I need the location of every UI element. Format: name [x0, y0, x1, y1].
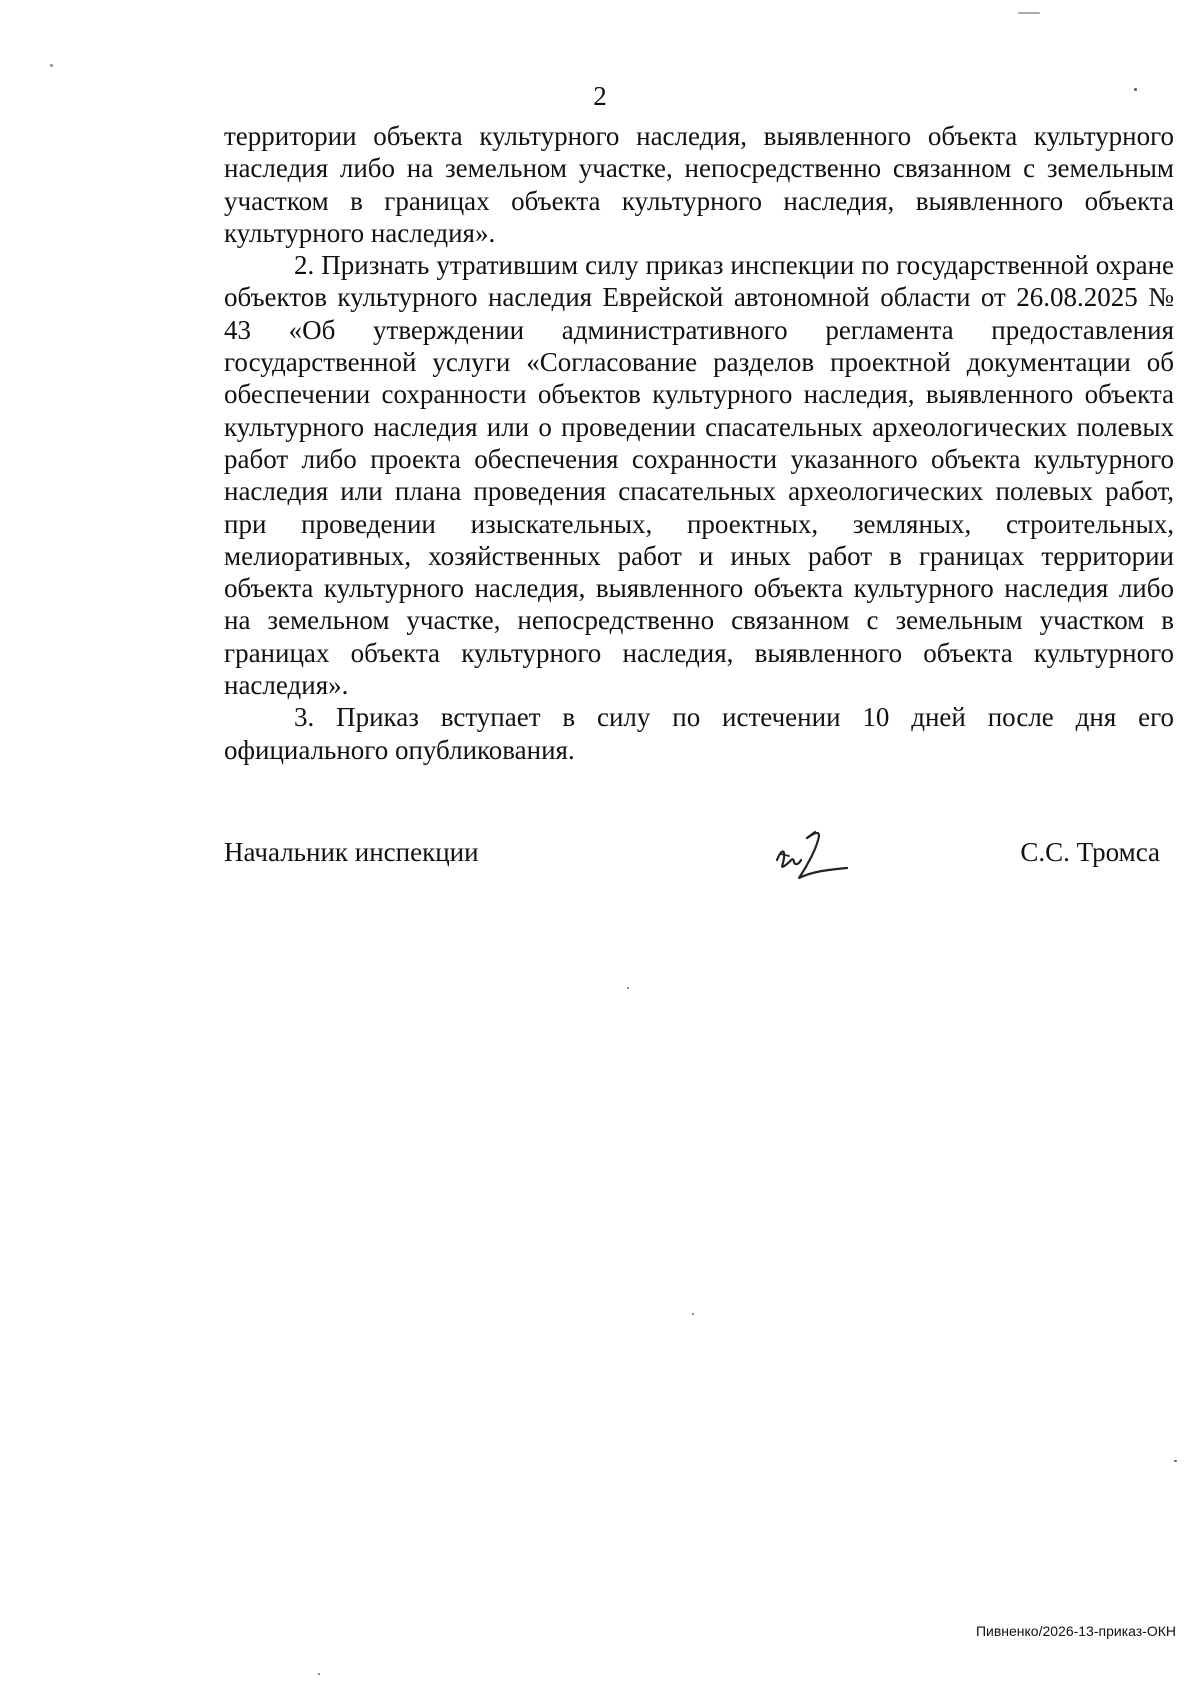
scan-speck	[692, 1313, 694, 1315]
paragraph-continuation: территории объекта культурного наследия, выявленного объекта культурного наследия либо на земельном участке, непосредственно связанном с земельным участком в границах объекта культурного наследия, выявленного объекта культурного наследия».	[224, 121, 1174, 248]
scan-speck	[1174, 1460, 1177, 1462]
signature-block	[224, 836, 1160, 896]
signatory-name: С.С. Тромса	[1020, 837, 1160, 867]
scan-speck	[318, 1673, 320, 1675]
paragraph-item-3: 3. Приказ вступает в силу по истечении 10 дней после дня его официального опубликования.	[224, 702, 1174, 765]
page-number: 2	[593, 81, 607, 111]
footer-reference: Пивненко/2026-13-приказ-ОКН	[975, 1623, 1176, 1639]
document-body	[224, 120, 1174, 766]
scan-speck	[627, 987, 629, 989]
signatory-position: Начальник инспекции	[224, 837, 479, 867]
scan-speck	[1018, 12, 1040, 14]
handwritten-signature	[767, 820, 857, 890]
scan-speck	[1134, 88, 1137, 91]
scan-speck	[50, 64, 53, 67]
paragraph-item-2: 2. Признать утратившим силу приказ инспекции по государственной охране объектов культурного наследия Еврейской автономной области от 26.08.2025 № 43 «Об утверждении административного регламента предоставления государственной услуги «Согласование разделов проектной документации об обеспечении сохранности объектов культурного наследия, выявленного объекта культурного наследия или о проведении спасательных археологических полевых работ либо проекта обеспечения сохранности указанного объекта культурного наследия или плана проведения спасательных археологических полевых работ, при проведении изыскательных, проектных, земляных, строительных, мелиоративных, хозяйственных работ и иных работ в границах территории объекта культурного наследия, выявленного объекта культурного наследия либо на земельном участке, непосредственно связанном с земельным участком в границах объекта культурного наследия, выявленного объекта культурного наследия».	[224, 250, 1174, 701]
